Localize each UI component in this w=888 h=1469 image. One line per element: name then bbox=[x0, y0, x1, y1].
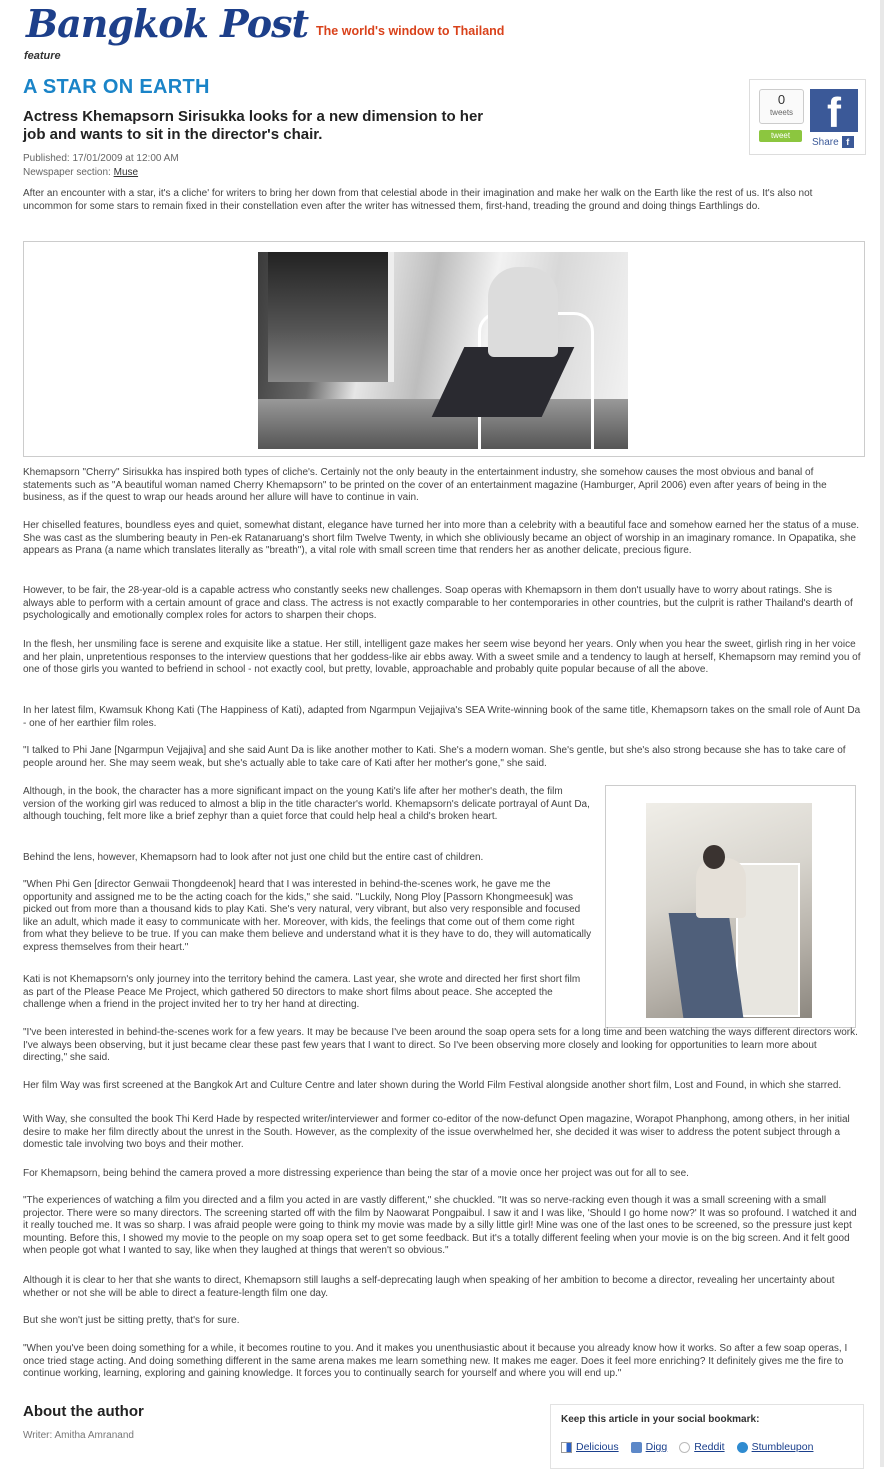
newspaper-section-link[interactable]: Muse bbox=[113, 167, 139, 178]
tweet-count: 0 bbox=[777, 92, 786, 107]
delicious-label: Delicious bbox=[576, 1441, 619, 1453]
site-logo[interactable]: Bangkok Post bbox=[26, 1, 309, 46]
stumbleupon-icon bbox=[737, 1442, 748, 1453]
tweet-button[interactable]: tweet bbox=[759, 130, 802, 142]
main-photo bbox=[258, 252, 628, 449]
delicious-icon bbox=[561, 1442, 572, 1453]
facebook-share-button[interactable] bbox=[812, 136, 854, 148]
article-paragraph: Behind the lens, however, Khemapsorn had to look after not just one child but the entire cast of children. bbox=[23, 852, 484, 863]
newspaper-section-label: Newspaper section: bbox=[23, 167, 111, 178]
article-paragraph: In her latest film, Kwamsuk Khong Kati (The Happiness of Kati), adapted from Ngarmpun Vejjajiva's SEA Write-winning book of the same title, Khemapsorn takes on the small role of Aunt Da - one of her earthier film roles. bbox=[23, 705, 861, 729]
stumbleupon-link[interactable] bbox=[737, 1441, 814, 1453]
tweet-counter bbox=[759, 89, 804, 124]
article-paragraph: Kati is not Khemapsorn's only journey into the territory behind the camera. Last year, she wrote and directed her first short film as part of the Please Peace Me Project, which gathered 50 directors to make short films about peace. She accepted the challenge when a friend in the project invited her to try her hand at directing. bbox=[23, 974, 581, 1010]
newspaper-section bbox=[23, 166, 179, 180]
author-name: Writer: Amitha Amranand bbox=[23, 1430, 134, 1441]
article-meta bbox=[23, 152, 179, 180]
article-paragraph: Although, in the book, the character has a more significant impact on the young Kati's life after her mother's death, the film version of the working girl was reduced to almost a blip in the title character's world. Khemapsorn's delicate portrayal of Aunt Da, although touching, felt more like a brief zephyr than a quiet force that could help heal a child's broken heart. bbox=[23, 786, 590, 822]
digg-link[interactable] bbox=[631, 1441, 668, 1453]
main-photo-frame bbox=[23, 241, 865, 457]
side-photo-frame bbox=[605, 785, 856, 1028]
reddit-icon bbox=[679, 1442, 690, 1453]
article-title: A STAR ON EARTH bbox=[23, 76, 210, 98]
article-paragraph: In the flesh, her unsmiling face is serene and exquisite like a statue. Her still, intelligent gaze makes her seem wise beyond her years. Only when you hear the sweet, girlish ring in her voice and her plain, unpretentious responses to the interview questions that her goddess-like air ebbs away. With a sweet smile and a tendency to laugh at herself, Khemapsorn may remind you of one of those girls you wanted to befriend in school - not exactly cool, but pretty, lovable, approachable and probably quite popular because of all the above. bbox=[23, 639, 861, 675]
social-share-box bbox=[749, 79, 866, 155]
article-paragraph: For Khemapsorn, being behind the camera proved a more distressing experience than being the star of a movie once her project was out for all to see. bbox=[23, 1168, 689, 1179]
side-photo bbox=[646, 803, 812, 1018]
article-paragraph: Her film Way was first screened at the Bangkok Art and Culture Centre and later shown during the World Film Festival alongside another short film, Lost and Found, in which she starred. bbox=[23, 1080, 842, 1091]
article-subtitle: Actress Khemapsorn Sirisukka looks for a new dimension to her job and wants to sit in the director's chair. bbox=[23, 108, 484, 143]
article-paragraph: "When Phi Gen [director Genwaii Thongdeenok] heard that I was interested in behind-the-scenes work, he gave me the opportunity and assigned me to be the acting coach for the kids," she said. "Luckily, Nong Ploy [Passorn Khongmeesuk] was picked out from more than a thousand kids to play Kati. She's very natural, very vibrant, but also very responsible and focused like an adult, which made it easy to communicate with her. Moreover, with kids, the feelings that come out of them come right from what they believe to be true. If you can make them believe and understand what it is they have to do, they will automatically express themselves from their heart." bbox=[23, 879, 592, 953]
reddit-label: Reddit bbox=[694, 1441, 725, 1453]
stumbleupon-label: Stumbleupon bbox=[751, 1441, 814, 1453]
article-paragraph: "The experiences of watching a film you directed and a film you acted in are vastly different," she chuckled. "It was so nerve-racking even though it was a small screening with a small projector. There were so many directors. The screening started off with the film by Naowarat Pongpaibul. I saw it and I was like, 'Should I go home now?' It was so profound. I watched it and it really touched me. It was so sharp. I was afraid people were going to think my movie was made by a silly little girl! Mine was one of the last ones to be screened, so the pressure just kept mounting. Before this, I showed my movie to the people on my soap opera set to get some feedback. But it's a totally different feeling when your movie is on the big screen. And it felt good when people got what I wanted to say, like when they laughed at things that weren't so obvious." bbox=[23, 1195, 857, 1256]
reddit-link[interactable] bbox=[679, 1441, 724, 1453]
digg-icon bbox=[631, 1442, 642, 1453]
article-paragraph: "I've been interested in behind-the-scenes work for a few years. It may be because I've been around the soap opera sets for a long time and been watching the ways different directors work. I've always been observing, but it just became clear these past few years that I want to direct. So I've been observing more closely and looking for opportunities to learn more about directing," she said. bbox=[23, 1027, 858, 1063]
bookmark-links bbox=[561, 1441, 813, 1453]
digg-label: Digg bbox=[645, 1441, 668, 1453]
about-author-heading: About the author bbox=[23, 1403, 144, 1420]
share-label: Share bbox=[812, 136, 839, 148]
article-paragraph: Her chiselled features, boundless eyes and quiet, somewhat distant, elegance have turned her into more than a celebrity with a beautiful face and somehow earned her the status of a muse. She was cast as the slumbering beauty in Pen-ek Ratanaruang's short film Twelve Twenty, in which she obliviously became an object of worship in an imaginary romance. In Opapatika, she appears as Prana (a name which translates literally as "breath"), a vital role with small screen time that renders her as another delicate, precious figure. bbox=[23, 520, 860, 556]
facebook-small-icon: f bbox=[842, 136, 854, 148]
article-paragraph: After an encounter with a star, it's a cliche' for writers to bring her down from that celestial abode in their imagination and make her walk on the Earth like the rest of us. It's also not uncommon for some stars to remain fixed in their constellation even after the writer has witnessed them, first-hand, treading the ground and doing things Earthlings do. bbox=[23, 188, 813, 212]
delicious-link[interactable] bbox=[561, 1441, 619, 1453]
bookmark-title: Keep this article in your social bookmark: bbox=[561, 1414, 760, 1425]
tweets-label: tweets bbox=[769, 108, 794, 117]
masthead bbox=[26, 2, 504, 46]
published-date: Published: 17/01/2009 at 12:00 AM bbox=[23, 153, 179, 164]
article-paragraph: "When you've been doing something for a while, it becomes routine to you. And it makes you unenthusiastic about it because you already know how it works. So after a few soap operas, I once tried stage acting. And doing something different in the same arena makes me learn something new. It makes me eager. Does it feel more enriching? It definitely gives me the fire to continue working, learning, exploring and gaining knowledge. It forces you to continually search for yourself and where you will end up." bbox=[23, 1343, 848, 1379]
section-label: feature bbox=[24, 50, 61, 62]
article-paragraph: But she won't just be sitting pretty, that's for sure. bbox=[23, 1315, 240, 1326]
article-paragraph: With Way, she consulted the book Thi Kerd Hade by respected writer/interviewer and former co-editor of the now-defunct Open magazine, Worapot Phanphong, among others, in her initial desire to make her film directly about the unrest in the South. However, as the complexity of the issue overwhelmed her, she decided it was wiser to address the potent subject through a domestic tale involving two boys and their mother. bbox=[23, 1114, 850, 1150]
site-tagline: The world's window to Thailand bbox=[316, 24, 505, 38]
social-bookmark-box bbox=[550, 1404, 864, 1469]
article-paragraph: "I talked to Phi Jane [Ngarmpun Vejjajiva] and she said Aunt Da is like another mother to Kati. She's a modern woman. She's gentle, but she's also strong because she has to take care of people around her. She may seem weak, but she's actually able to take care of Kati after her mother's gone," she said. bbox=[23, 745, 846, 769]
facebook-icon[interactable]: f bbox=[810, 89, 858, 132]
article-paragraph: However, to be fair, the 28-year-old is a capable actress who constantly seeks new challenges. Soap operas with Khemapsorn in them don't usually have to worry about ratings. She is always able to perform with a certain amount of grace and class. The actress is not exactly comparable to her contemporaries in other countries, but the culprit is rather Thailand's dearth of psychologically and emotionally complex roles for actors to sharpen their chops. bbox=[23, 585, 853, 621]
article-paragraph: Khemapsorn "Cherry" Sirisukka has inspired both types of cliche's. Certainly not the only beauty in the entertainment industry, she somehow causes the most obvious and banal of statements such as "A beautiful woman named Cherry Khemapsorn" to be printed on the cover of an entertainment magazine (Hamburger, April 2006) even after years of being in the business, as if the quest to wrap our heads around her allure will have to continue in vain. bbox=[23, 467, 827, 503]
article-paragraph: Although it is clear to her that she wants to direct, Khemapsorn still laughs a self-deprecating laugh when speaking of her ambition to become a director, revealing her uncertainty about whether or not she will be able to direct a feature-length film one day. bbox=[23, 1275, 835, 1299]
